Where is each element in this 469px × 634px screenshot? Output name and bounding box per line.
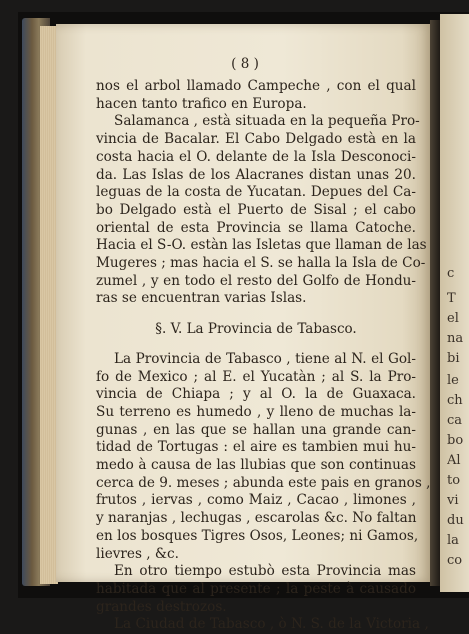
- facing-page-fragment: vi: [447, 493, 459, 508]
- facing-page-fragment: to: [447, 473, 461, 488]
- facing-page-fragment: le: [447, 373, 459, 388]
- facing-page-fragment: co: [447, 553, 463, 568]
- text-line: grandes destrozos.: [96, 598, 227, 615]
- text-line: fo de Mexico ; al E. el Yucatàn ; al S. la Pro-: [96, 368, 416, 385]
- text-line: costa hacia el O. delante de la Isla Desconoci-: [96, 148, 416, 165]
- facing-page-fragment: Al: [447, 453, 461, 468]
- text-line: Mugeres ; mas hacia el S. se halla la Isla de Co-: [96, 255, 426, 272]
- paragraph-1: [96, 78, 416, 113]
- facing-page-fragment: c: [447, 266, 455, 281]
- facing-page-fragment: ch: [447, 393, 463, 408]
- facing-page-fragment: na: [447, 331, 464, 346]
- text-line: zumel , y en todo el resto del Golfo de Hondu-: [96, 272, 416, 289]
- paragraph-5: [96, 616, 429, 634]
- text-line: leguas de la costa de Yucatan. Depues del Ca-: [96, 184, 416, 201]
- text-line: La Ciudad de Tabasco , ò N. S. de la Victoria ,: [114, 616, 429, 633]
- book-gutter: [430, 20, 440, 586]
- text-line: Hacia el S-O. estàn las Isletas que llaman de las: [96, 237, 427, 254]
- text-line: vincia de Chiapa ; y al O. la de Guaxaca.: [96, 386, 416, 403]
- text-line: habitada que al presente ; la peste à causado: [96, 580, 416, 597]
- facing-page-fragment: bi: [447, 351, 460, 366]
- text-line: y naranjas , lechugas , escarolas &c. No faltan: [96, 510, 417, 527]
- text-line: En otro tiempo estubò esta Provincia mas: [114, 563, 416, 580]
- facing-page-fragment: du: [447, 513, 464, 528]
- text-line: nos el arbol llamado Campeche , con el qual: [96, 78, 416, 94]
- facing-page-fragment: ca: [447, 413, 463, 428]
- paragraph-2: [96, 113, 427, 308]
- text-line: oriental de esta Provincia se llama Catoche.: [96, 219, 416, 236]
- text-line: da. Las Islas de los Alacranes distan unas 20.: [96, 166, 416, 183]
- text-line: Su terreno es humedo , y lleno de muchas la-: [96, 403, 416, 420]
- text-line: ras se encuentran varias Islas.: [96, 290, 307, 307]
- text-line: Salamanca , està situada en la pequeña Pro-: [114, 113, 420, 130]
- text-line: tidad de Tortugas : el aire es tambien mui hu-: [96, 439, 416, 456]
- section-heading: §. V. La Provincia de Tabasco.: [155, 321, 357, 338]
- text-line: frutos , iervas , como Maiz , Cacao , limones ,: [96, 492, 416, 509]
- page-number: ( 8 ): [231, 56, 259, 72]
- text-line: lievres , &c.: [96, 545, 179, 562]
- text-line: La Provincia de Tabasco , tiene al N. el Gol-: [114, 350, 416, 367]
- text-line: medo à causa de las llubias que son continuas: [96, 457, 416, 474]
- text-line: cerca de 9. meses ; abunda este pais en granos ,: [96, 474, 431, 491]
- facing-page-fragment: bo: [447, 433, 464, 448]
- text-line: bo Delgado està el Puerto de Sisal ; el cabo: [96, 201, 416, 218]
- paragraph-3: [96, 350, 431, 563]
- text-line: en los bosques Tigres Osos, Leones; ni Gamos,: [96, 527, 419, 544]
- page-text: [96, 56, 431, 634]
- paragraph-4: [96, 563, 416, 616]
- text-line: hacen tanto trafico en Europa.: [96, 95, 307, 112]
- facing-page-fragment: T: [447, 291, 456, 306]
- text-line: gunas , en las que se hallan una grande can-: [96, 421, 416, 438]
- facing-page-fragment: el: [447, 311, 459, 326]
- facing-page-fragment: la: [447, 533, 459, 548]
- text-line: vincia de Bacalar. El Cabo Delgado està en la: [96, 131, 416, 148]
